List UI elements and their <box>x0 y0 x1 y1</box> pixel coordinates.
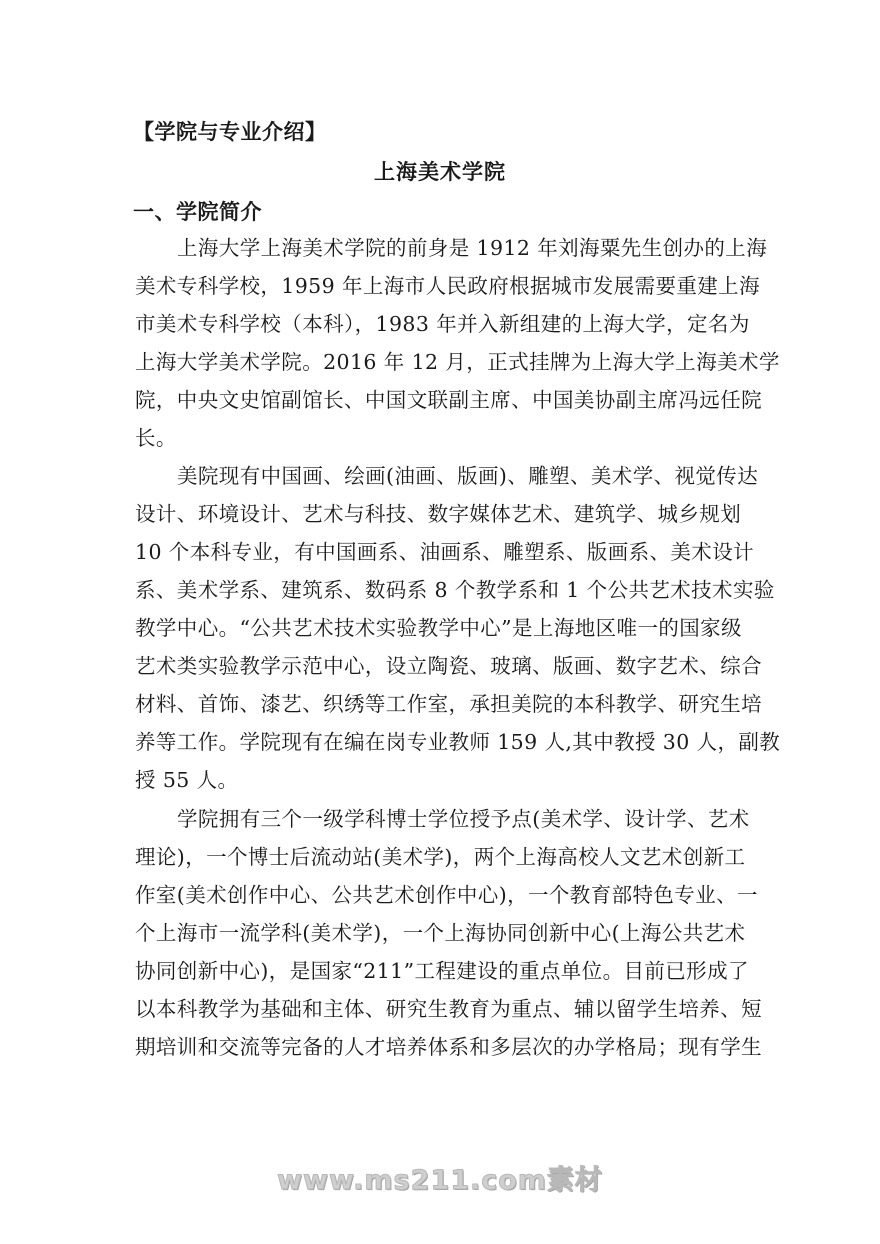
paragraph-line: 系、美术学系、建筑系、数码系 8 个教学系和 1 个公共艺术技术实验 <box>135 578 775 602</box>
paragraph-line: 美术专科学校，1959 年上海市人民政府根据城市发展需要重建上海 <box>135 274 760 298</box>
paragraph-line: 艺术类实验教学示范中心，设立陶瓷、玻璃、版画、数字艺术、综合 <box>135 654 762 678</box>
bracket-heading: 【学院与专业介绍】 <box>133 119 327 144</box>
paragraph-line: 设计、环境设计、艺术与科技、数字媒体艺术、建筑学、城乡规划 <box>135 502 742 526</box>
paragraph-line: 院，中央文史馆副馆长、中国文联副主席、中国美协副主席冯远任院 <box>135 388 762 412</box>
paragraph-line: 以本科教学为基础和主体、研究生教育为重点、辅以留学生培养、短 <box>135 997 762 1021</box>
paragraph-line: 期培训和交流等完备的人才培养体系和多层次的办学格局；现有学生 <box>135 1035 762 1059</box>
page-title: 上海美术学院 <box>374 159 506 184</box>
paragraph-line: 长。 <box>135 426 177 450</box>
paragraph-line: 理论)，一个博士后流动站(美术学)，两个上海高校人文艺术创新工 <box>135 845 746 869</box>
paragraph-line: 上海大学上海美术学院的前身是 1912 年刘海粟先生创办的上海 <box>177 236 768 260</box>
paragraph-line: 学院拥有三个一级学科博士学位授予点(美术学、设计学、艺术 <box>177 807 750 831</box>
paragraph-line: 授 55 人。 <box>135 768 239 792</box>
paragraph-line: 美院现有中国画、绘画(油画、版画)、雕塑、美术学、视觉传达 <box>177 464 759 488</box>
paragraph-line: 上海大学美术学院。2016 年 12 月，正式挂牌为上海大学上海美术学 <box>135 350 780 374</box>
paragraph-line: 作室(美术创作中心、公共艺术创作中心)，一个教育部特色专业、一 <box>135 883 758 907</box>
watermark: www.ms211.com素材 <box>277 1165 603 1196</box>
paragraph-line: 10 个本科专业，有中国画系、油画系、雕塑系、版画系、美术设计 <box>135 540 754 564</box>
paragraph-line: 养等工作。学院现有在编在岗专业教师 159 人,其中教授 30 人，副教 <box>135 730 781 754</box>
paragraph-line: 教学中心。“公共艺术技术实验教学中心”是上海地区唯一的国家级 <box>135 616 742 640</box>
paragraph-line: 市美术专科学校（本科），1983 年并入新组建的上海大学，定名为 <box>135 312 750 336</box>
paragraph-line: 个上海市一流学科(美术学)，一个上海协同创新中心(上海公共艺术 <box>135 921 746 945</box>
paragraph-line: 协同创新中心)，是国家“211”工程建设的重点单位。目前已形成了 <box>135 959 749 983</box>
paragraph-line: 材料、首饰、漆艺、织绣等工作室，承担美院的本科教学、研究生培 <box>135 692 762 716</box>
paragraph-history <box>135 229 780 457</box>
paragraph-majors <box>135 457 781 799</box>
paragraph-disciplines <box>135 800 762 1066</box>
section-heading: 一、学院简介 <box>133 199 262 224</box>
